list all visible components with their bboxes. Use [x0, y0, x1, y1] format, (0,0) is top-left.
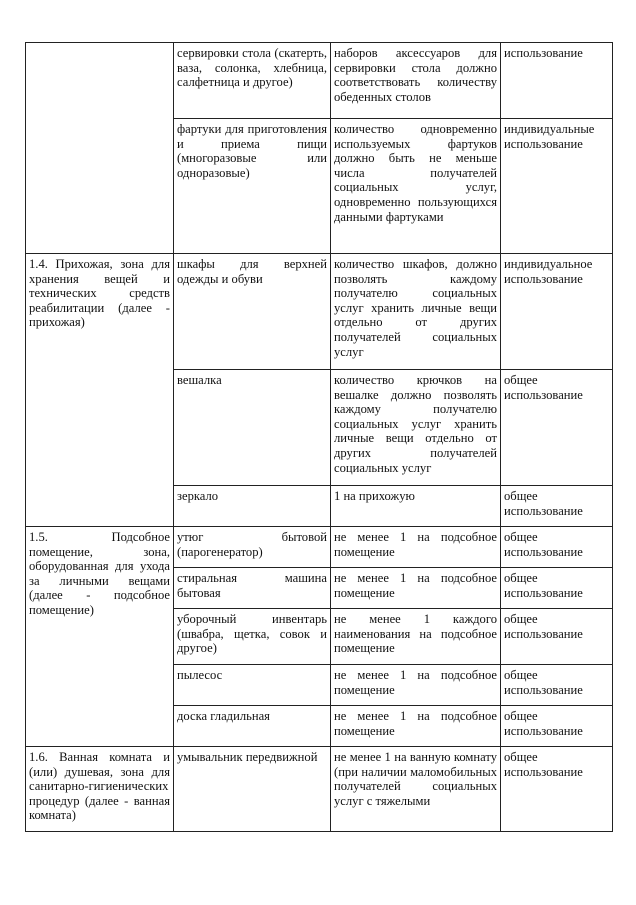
item-cell: стиральная машина бытовая: [174, 568, 331, 609]
item-cell: сервировки стола (скатерть, ваза, солонка, хлебница, салфетница и другое): [174, 43, 331, 119]
norm-cell: количество шкафов, должно позволять каждому получателю социальных услуг хранить личные вещи отдельно от других получателей социальных услуг: [331, 254, 501, 370]
usage-cell: общее использование: [501, 747, 613, 832]
table-row: [26, 527, 613, 568]
item-cell: фартуки для приготовления и приема пищи (многоразовые или одноразовые): [174, 119, 331, 254]
norm-cell: 1 на прихожую: [331, 486, 501, 527]
usage-cell: использование: [501, 43, 613, 119]
item-cell: умывальник передвижной: [174, 747, 331, 832]
norm-cell: количество крючков на вешалке должно позволять каждому получателю социальных услуг хранить личные вещи отдельно от других получателей социальных услуг: [331, 370, 501, 486]
norm-cell: не менее 1 на подсобное помещение: [331, 527, 501, 568]
equipment-table: [25, 42, 613, 832]
item-cell: утюг бытовой (парогенератор): [174, 527, 331, 568]
item-cell: доска гладильная: [174, 706, 331, 747]
usage-cell: общее использование: [501, 609, 613, 665]
norm-cell: количество одновременно используемых фартуков должно быть не меньше числа получателей социальных услуг, одновременно пользующихся данными фартуками: [331, 119, 501, 254]
item-cell: пылесос: [174, 665, 331, 706]
item-cell: зеркало: [174, 486, 331, 527]
item-cell: шкафы для верхней одежды и обуви: [174, 254, 331, 370]
usage-cell: индивидуальное использование: [501, 254, 613, 370]
table-row: [26, 43, 613, 119]
norm-cell: наборов аксессуаров для сервировки стола должно соответствовать количеству обеденных столов: [331, 43, 501, 119]
usage-cell: индивидуальные использование: [501, 119, 613, 254]
norm-cell: не менее 1 на подсобное помещение: [331, 706, 501, 747]
zone-cell: 1.6. Ванная комната и (или) душевая, зона для санитарно-гигиенических процедур (далее - ванная комната): [26, 747, 174, 832]
item-cell: вешалка: [174, 370, 331, 486]
table-row: [26, 747, 613, 832]
zone-cell: 1.4. Прихожая, зона для хранения вещей и технических средств реабилитации (далее - прихожая): [26, 254, 174, 527]
usage-cell: общее использование: [501, 527, 613, 568]
zone-cell: 1.5. Подсобное помещение, зона, оборудованная для ухода за личными вещами (далее - подсобное помещение): [26, 527, 174, 747]
usage-cell: общее использование: [501, 665, 613, 706]
norm-cell: не менее 1 на подсобное помещение: [331, 665, 501, 706]
usage-cell: общее использование: [501, 370, 613, 486]
usage-cell: общее использование: [501, 486, 613, 527]
zone-cell: [26, 43, 174, 254]
norm-cell: не менее 1 каждого наименования на подсобное помещение: [331, 609, 501, 665]
usage-cell: общее использование: [501, 568, 613, 609]
norm-cell: не менее 1 на ванную комнату (при наличии маломобильных получателей социальных услуг с тяжелыми: [331, 747, 501, 832]
norm-cell: не менее 1 на подсобное помещение: [331, 568, 501, 609]
usage-cell: общее использование: [501, 706, 613, 747]
table-row: [26, 254, 613, 370]
item-cell: уборочный инвентарь (швабра, щетка, совок и другое): [174, 609, 331, 665]
